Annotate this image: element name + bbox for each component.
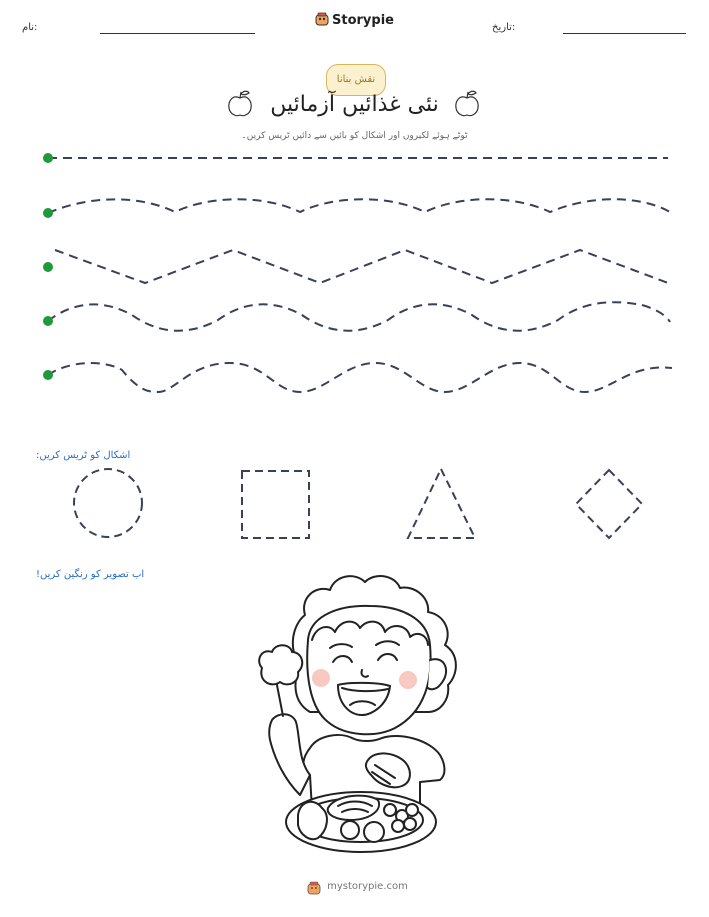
trace-line-deep-wave[interactable] [48,363,672,392]
date-label: تاریخ: [492,22,516,33]
trace-circle[interactable] [74,469,142,537]
trace-line-zigzag[interactable] [55,250,668,283]
start-dot [43,208,53,218]
name-label: نام: [22,22,38,33]
trace-diamond[interactable] [576,470,642,538]
start-dot [43,370,53,380]
start-dot [43,316,53,326]
right-cheek [399,671,417,689]
left-arm [269,714,310,795]
egg [341,821,359,839]
instructions-text: ٹوٹے ہوئے لکیروں اور اشکال کو بائیں سے دائیں ٹریس کریں۔ [241,131,468,141]
apple-icon [456,91,478,115]
start-dot [43,153,53,163]
trace-triangle[interactable] [408,469,475,538]
fork [276,680,283,716]
face [307,606,430,734]
child-eating-illustration[interactable] [259,576,456,852]
coloring-section-label: اب تصویر کو رنگین کریں! [36,569,145,580]
tomato [364,822,384,842]
brand-name: Storypie [332,13,394,28]
footer-site[interactable]: mystorypie.com [327,881,408,892]
page-title: نئی غذائیں آزمائیں [270,92,439,117]
category-badge: نقش بنانا [326,64,386,96]
trace-line-wave[interactable] [48,302,670,330]
left-cheek [312,669,330,687]
lettuce [298,802,327,839]
trace-line-gentle-wave[interactable] [48,199,670,213]
start-dot [43,262,53,272]
shapes-section-label: اشکال کو ٹریس کریں: [36,450,131,461]
apple-icon [229,91,251,115]
trace-square[interactable] [242,471,309,538]
